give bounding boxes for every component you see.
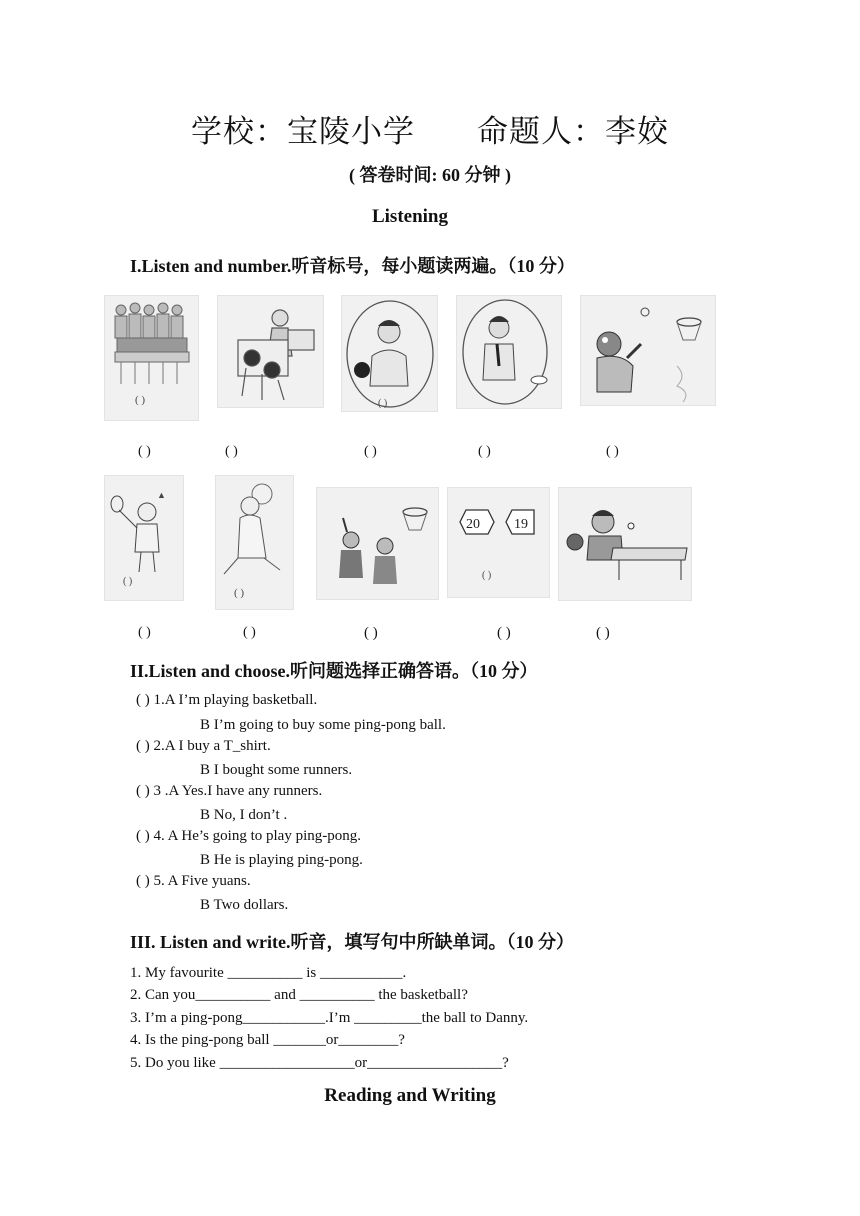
- school-name: 学校：宝陵小学: [191, 114, 415, 150]
- answer-paren-8: ( ): [364, 625, 378, 641]
- choice-2-b: B I bought some runners.: [200, 762, 353, 778]
- svg-text:( ): ( ): [123, 576, 133, 587]
- number-card-20: 20: [466, 517, 480, 532]
- reading-writing-heading: Reading and Writing: [324, 1085, 496, 1106]
- choice-5-b: B Two dollars.: [200, 897, 289, 913]
- picture-man-ball: [341, 295, 438, 412]
- choice-5-a: ( ) 5. A Five yuans.: [136, 873, 251, 889]
- picture-girl-ball: [215, 475, 294, 610]
- part2-title: II.Listen and choose.听问题选择正确答语。（10 分）: [130, 661, 538, 681]
- answer-paren-9: ( ): [497, 625, 511, 641]
- choice-3-a: ( ) 3 .A Yes.I have any runners.: [136, 783, 323, 799]
- picture-team-group: [104, 295, 199, 421]
- number-card-19: 19: [514, 517, 528, 532]
- choice-2-a: ( ) 2.A I buy a T_shirt.: [136, 738, 271, 754]
- picture-ping-pong: [558, 487, 692, 601]
- answer-paren-5: ( ): [606, 444, 619, 459]
- answer-paren-7: ( ): [243, 625, 256, 640]
- answer-paren-3: ( ): [364, 444, 377, 459]
- svg-text:( ): ( ): [378, 398, 388, 409]
- fill-line-1: 1. My favourite __________ is ___________.: [130, 965, 407, 981]
- answer-paren-4: ( ): [478, 444, 491, 459]
- part1-title: I.Listen and number.听音标号，每小题读两遍。（10 分）: [130, 256, 575, 276]
- choice-1-b: B I’m going to buy some ping-pong ball.: [200, 717, 446, 733]
- answer-paren-10: ( ): [596, 625, 610, 641]
- picture-number-cards: [447, 487, 550, 598]
- picture-badminton: [104, 475, 184, 601]
- answer-paren-6: ( ): [138, 625, 151, 640]
- exam-author: 命题人：李姣: [477, 114, 669, 150]
- choice-4-a: ( ) 4. A He’s going to play ping-pong.: [136, 828, 361, 844]
- picture-two-boys-hoop: [316, 487, 439, 600]
- picture-man-shoes: [456, 295, 562, 409]
- choice-3-b: B No, I don’t .: [200, 807, 288, 823]
- svg-text:( ): ( ): [234, 587, 245, 599]
- fill-line-4: 4. Is the ping-pong ball _______or________?: [130, 1032, 405, 1048]
- exam-time: ( 答卷时间: 60 分钟 ): [349, 165, 511, 185]
- answer-paren-2: ( ): [225, 444, 238, 459]
- answer-paren-1: ( ): [138, 444, 151, 459]
- picture-dog-basketball: [580, 295, 716, 406]
- fill-line-5: 5. Do you like __________________or__________________?: [130, 1055, 509, 1071]
- fill-line-3: 3. I’m a ping-pong___________.I’m _________the ball to Danny.: [130, 1010, 529, 1026]
- listening-heading: Listening: [371, 206, 449, 227]
- page-title: [0, 106, 860, 151]
- svg-text:▲: ▲: [157, 490, 166, 500]
- fill-line-2: 2. Can you__________ and __________ the basketball?: [130, 987, 468, 1003]
- picture-shop-counter: [217, 295, 324, 408]
- choice-4-b: B He is playing ping-pong.: [200, 852, 363, 868]
- svg-text:( ): ( ): [482, 570, 492, 581]
- part3-title: III. Listen and write.听音，填写句中所缺单词。（10 分）: [130, 932, 575, 952]
- svg-text:( ): ( ): [135, 394, 146, 406]
- choice-1-a: ( ) 1.A I’m playing basketball.: [136, 692, 318, 708]
